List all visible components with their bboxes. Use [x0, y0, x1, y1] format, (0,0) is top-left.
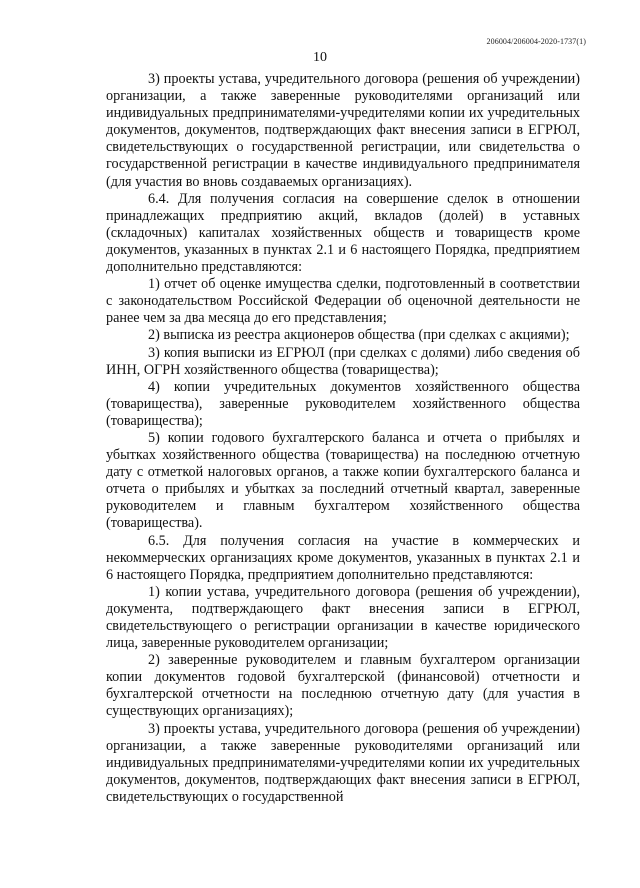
- paragraph-6-4-item-5: 5) копии годового бухгалтерского баланса и отчета о прибылях и убытках хозяйственного общества (товарищества) на последнюю отчетную дату с отметкой налоговых органов, а также копии бухгалтерского баланса и отчета о прибылях и убытках за последний отчетный квартал, заверенные руководителем и главным бухгалтером хозяйственного общества (товарищества).: [106, 429, 580, 532]
- paragraph-6-4-item-2: 2) выписка из реестра акционеров общества (при сделках с акциями);: [148, 327, 570, 344]
- paragraph-6-4: 6.4. Для получения согласия на совершение сделок в отношении принадлежащих предприятию акций, вкладов (долей) в уставных (складочных) капиталах хозяйственных обществ и товариществ кроме документов, указанных в пунктах 2.1 и 6 настоящего Порядка, предприятием дополнительно представляются:: [106, 190, 580, 276]
- document-id: 206004/206004-2020-1737(1): [486, 37, 586, 46]
- paragraph-6-4-item-3: 3) копия выписки из ЕГРЮЛ (при сделках с долями) либо сведения об ИНН, ОГРН хозяйственного общества (товарищества);: [106, 344, 580, 378]
- paragraph-6-5: 6.5. Для получения согласия на участие в коммерческих и некоммерческих организациях кроме документов, указанных в пунктах 2.1 и 6 настоящего Порядка, предприятием дополнительно представляются:: [106, 532, 580, 583]
- paragraph-3-projects: 3) проекты устава, учредительного договора (решения об учреждении) организации, а также заверенные руководителями организаций или индивидуальных предпринимателями-учредителями копии их учредительных документов, документов, подтверждающих факт внесения записи в ЕГРЮЛ, свидетельствующих о государственной регистрации, или свидетельства о государственной регистрации в качестве индивидуального предпринимателя (для участия во вновь создаваемых организациях).: [106, 71, 580, 190]
- paragraph-6-5-item-2: 2) заверенные руководителем и главным бухгалтером организации копии документов годовой бухгалтерской (финансовой) отчетности и бухгалтерской отчетности на последнюю отчетную дату (для участия в существующих организациях);: [106, 652, 580, 720]
- paragraph-6-5-item-1: 1) копии устава, учредительного договора (решения об учреждении), документа, подтверждающего факт внесения записи в ЕГРЮЛ, свидетельствующего о регистрации организации в качестве юридического лица, заверенные руководителем организации;: [106, 583, 580, 652]
- paragraph-6-4-item-4: 4) копии учредительных документов хозяйственного общества (товарищества), заверенные руководителем хозяйственного общества (товарищества);: [106, 378, 580, 429]
- page-number: 10: [313, 50, 327, 65]
- document-body: [106, 71, 580, 806]
- paragraph-6-4-item-1: 1) отчет об оценке имущества сделки, подготовленный в соответствии с законодательством Российской Федерации об оценочной деятельности не ранее чем за два месяца до его представления;: [106, 276, 580, 327]
- paragraph-6-5-item-3: 3) проекты устава, учредительного договора (решения об учреждении) организации, а также заверенные руководителями организаций или индивидуальных предпринимателями-учредителями копии их учредительных документов, документов, подтверждающих факт внесения записи в ЕГРЮЛ, свидетельствующих о государственной: [106, 720, 580, 805]
